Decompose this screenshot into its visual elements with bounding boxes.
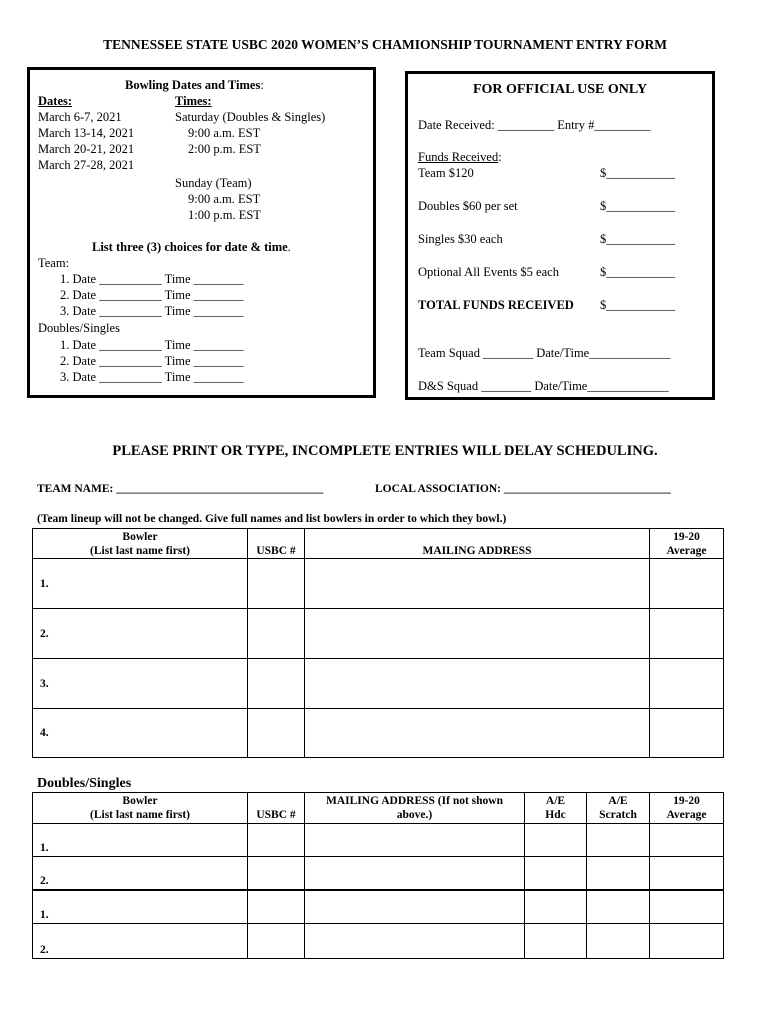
date-item: March 6-7, 2021: [38, 110, 122, 124]
row-number: 3.: [40, 677, 49, 690]
row-number: 2.: [40, 944, 49, 956]
doubles-fee-label: Doubles $60 per set: [418, 199, 518, 213]
table-row: [33, 709, 724, 758]
choices-instruction-label: List three (3) choices for date & time: [92, 240, 288, 254]
team-fee-amount[interactable]: $___________: [600, 166, 675, 180]
usbc-cell[interactable]: [248, 559, 305, 609]
team-bowler-table: [32, 528, 724, 758]
dates-label: Dates:: [38, 94, 73, 108]
row-number: 4.: [40, 727, 49, 739]
funds-received-label: [418, 149, 502, 165]
average-header: [650, 529, 724, 559]
team-choice-line[interactable]: 2. Date __________ Time ________: [60, 288, 244, 302]
schedule-box: [27, 67, 376, 398]
table-row: [33, 890, 724, 924]
team-choices-label: Team:: [38, 256, 70, 270]
average-label: Average: [666, 809, 707, 821]
schedule-heading: [125, 77, 264, 93]
doubles-choices-label: Doubles/Singles: [38, 321, 120, 335]
usbc-header: USBC #: [248, 529, 305, 559]
doubles-fee-amount[interactable]: $___________: [600, 199, 675, 213]
average-cell[interactable]: [650, 659, 724, 709]
ds-table-header: [33, 793, 724, 824]
address-header: MAILING ADDRESS: [305, 529, 650, 559]
average-header: [650, 793, 724, 824]
address-cell[interactable]: [305, 709, 650, 758]
bowler-cell[interactable]: [33, 559, 248, 609]
address-cell[interactable]: [305, 924, 525, 959]
bowler-header: [33, 529, 248, 559]
doubles-choice-line[interactable]: 3. Date __________ Time ________: [60, 370, 244, 384]
address-header: [305, 793, 525, 824]
table-row: [33, 924, 724, 959]
singles-fee-amount[interactable]: $___________: [600, 232, 675, 246]
address-cell[interactable]: [305, 659, 650, 709]
hdc-cell[interactable]: [525, 890, 587, 924]
bowler-header-title: Bowler: [122, 795, 158, 807]
table-row: [33, 857, 724, 890]
choices-instruction-dot: .: [287, 240, 291, 254]
scratch-label: Scratch: [599, 809, 637, 821]
address-cell[interactable]: [305, 857, 525, 890]
usbc-cell[interactable]: [248, 857, 305, 890]
team-choice-line[interactable]: 1. Date __________ Time ________: [60, 272, 244, 286]
address-cell[interactable]: [305, 890, 525, 924]
local-association-field[interactable]: LOCAL ASSOCIATION: _____________________________: [375, 483, 671, 495]
average-cell[interactable]: [650, 890, 724, 924]
saturday-time-2: 2:00 p.m. EST: [188, 142, 261, 156]
doubles-singles-table: [32, 792, 724, 959]
bowler-cell[interactable]: [33, 609, 248, 659]
row-number: 2.: [40, 627, 49, 640]
bowler-header-sub: (List last name first): [90, 544, 190, 557]
bowler-cell[interactable]: [33, 709, 248, 758]
address-header-line-1: MAILING ADDRESS (If not shown: [325, 795, 503, 807]
print-notice: PLEASE PRINT OR TYPE, INCOMPLETE ENTRIES WILL DELAY SCHEDULING.: [112, 443, 658, 459]
usbc-cell[interactable]: [248, 924, 305, 959]
date-item: March 13-14, 2021: [38, 126, 135, 140]
sunday-label: Sunday (Team): [175, 176, 252, 190]
ae-label: A/E: [608, 795, 628, 807]
doubles-choice-line[interactable]: 2. Date __________ Time ________: [60, 354, 244, 368]
bowler-header: [33, 793, 248, 824]
table-row: [33, 609, 724, 659]
average-cell[interactable]: [650, 924, 724, 959]
bowler-cell[interactable]: [33, 924, 248, 959]
date-item: March 20-21, 2021: [38, 142, 135, 156]
ae-label: A/E: [545, 795, 566, 807]
team-fee-label: Team $120: [418, 166, 474, 180]
funds-received-text: Funds Received: [418, 150, 499, 164]
sunday-time-1: 9:00 a.m. EST: [188, 192, 261, 206]
average-cell[interactable]: [650, 709, 724, 758]
usbc-header: USBC #: [248, 793, 305, 824]
ds-squad-line[interactable]: D&S Squad ________ Date/Time_____________: [418, 379, 669, 393]
times-label: Times:: [175, 94, 212, 108]
address-cell[interactable]: [305, 609, 650, 659]
average-cell[interactable]: [650, 857, 724, 890]
bowler-cell[interactable]: [33, 890, 248, 924]
doubles-singles-title: Doubles/Singles: [37, 776, 132, 791]
bowler-header-sub: (List last name first): [90, 809, 190, 821]
choices-instruction: [92, 239, 291, 255]
team-table-header: [33, 529, 724, 559]
scratch-cell[interactable]: [587, 857, 650, 890]
row-number: 1.: [40, 909, 49, 921]
official-use-box: [405, 71, 715, 400]
bowler-header-title: Bowler: [122, 530, 158, 543]
sunday-time-2: 1:00 p.m. EST: [188, 208, 261, 222]
saturday-label: Saturday (Doubles & Singles): [175, 110, 326, 124]
funds-received-colon: :: [498, 150, 502, 164]
saturday-time-1: 9:00 a.m. EST: [188, 126, 261, 140]
average-label: Average: [666, 544, 707, 557]
address-cell[interactable]: [305, 559, 650, 609]
hdc-cell[interactable]: [525, 824, 587, 857]
date-item: March 27-28, 2021: [38, 158, 135, 172]
table-row: [33, 659, 724, 709]
average-cell[interactable]: [650, 609, 724, 659]
table-row: [33, 559, 724, 609]
table-row: [33, 824, 724, 857]
usbc-cell[interactable]: [248, 824, 305, 857]
average-year: 19-20: [673, 530, 700, 543]
average-cell[interactable]: [650, 824, 724, 857]
singles-fee-label: Singles $30 each: [418, 232, 503, 246]
schedule-heading-colon: :: [260, 78, 264, 92]
team-choice-line[interactable]: 3. Date __________ Time ________: [60, 304, 244, 318]
all-events-fee-label: Optional All Events $5 each: [418, 265, 559, 279]
scratch-cell[interactable]: [587, 924, 650, 959]
address-cell[interactable]: [305, 824, 525, 857]
hdc-cell[interactable]: [525, 924, 587, 959]
usbc-cell[interactable]: [248, 659, 305, 709]
usbc-cell[interactable]: [248, 890, 305, 924]
ae-hdc-header: [525, 793, 587, 824]
row-number: 1.: [40, 842, 49, 854]
bowler-cell[interactable]: [33, 659, 248, 709]
average-year: 19-20: [673, 795, 700, 807]
usbc-cell[interactable]: [248, 709, 305, 758]
doubles-choice-line[interactable]: 1. Date __________ Time ________: [60, 338, 244, 352]
bowler-cell[interactable]: [33, 857, 248, 890]
address-header-line-2: above.): [396, 809, 433, 821]
ae-scratch-header: [587, 793, 650, 824]
usbc-cell[interactable]: [248, 609, 305, 659]
scratch-cell[interactable]: [587, 890, 650, 924]
official-heading: FOR OFFICIAL USE ONLY: [472, 82, 648, 97]
team-name-field[interactable]: TEAM NAME: ____________________________________: [37, 483, 324, 495]
form-title: TENNESSEE STATE USBC 2020 WOMEN’S CHAMIONSHIP TOURNAMENT ENTRY FORM: [103, 37, 667, 52]
hdc-label: Hdc: [545, 809, 566, 821]
schedule-heading-label: Bowling Dates and Times: [125, 78, 261, 92]
total-funds-label: TOTAL FUNDS RECEIVED: [418, 298, 574, 312]
team-squad-line[interactable]: Team Squad ________ Date/Time_____________: [418, 346, 671, 360]
all-events-fee-amount[interactable]: $___________: [600, 265, 675, 279]
row-number: 2.: [40, 874, 49, 887]
hdc-cell[interactable]: [525, 857, 587, 890]
bowler-cell[interactable]: [33, 824, 248, 857]
date-received-line[interactable]: Date Received: _________ Entry #_________: [418, 118, 651, 132]
average-cell[interactable]: [650, 559, 724, 609]
total-funds-amount[interactable]: $___________: [600, 298, 675, 312]
scratch-cell[interactable]: [587, 824, 650, 857]
row-number: 1.: [40, 577, 49, 590]
lineup-note: (Team lineup will not be changed. Give full names and list bowlers in order to which they bowl.): [37, 513, 507, 525]
